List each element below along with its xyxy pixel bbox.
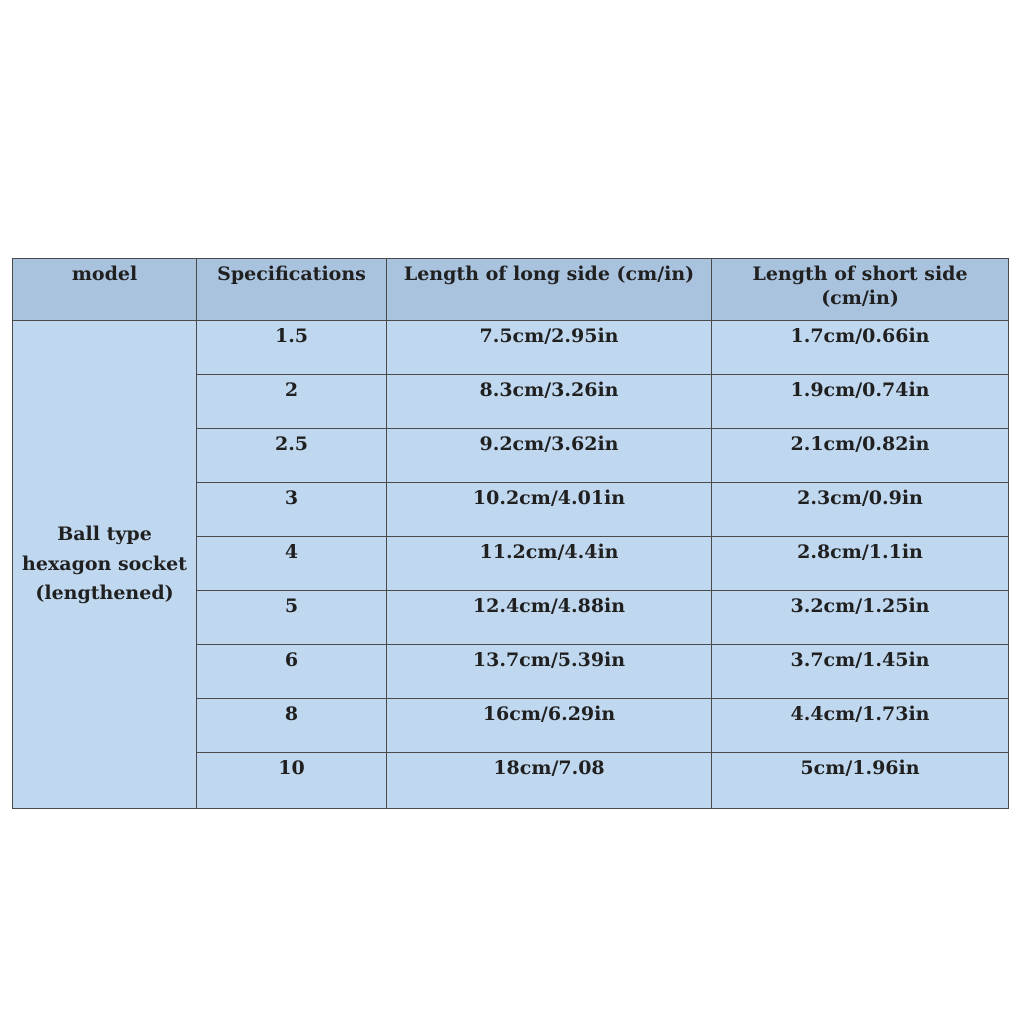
short-side-cell: 2.8cm/1.1in xyxy=(712,537,1009,591)
spec-cell: 3 xyxy=(197,483,387,537)
spec-cell: 6 xyxy=(197,645,387,699)
header-specifications: Specifications xyxy=(197,259,387,321)
header-model: model xyxy=(13,259,197,321)
short-side-cell: 4.4cm/1.73in xyxy=(712,699,1009,753)
long-side-cell: 13.7cm/5.39in xyxy=(387,645,712,699)
spec-cell: 4 xyxy=(197,537,387,591)
model-line: Ball type xyxy=(57,523,152,546)
model-cell xyxy=(13,321,197,809)
short-side-cell: 2.3cm/0.9in xyxy=(712,483,1009,537)
short-side-cell: 3.7cm/1.45in xyxy=(712,645,1009,699)
header-row xyxy=(13,259,1009,321)
long-side-cell: 16cm/6.29in xyxy=(387,699,712,753)
header-short-side: Length of short side (cm/in) xyxy=(712,259,1009,321)
short-side-cell: 1.7cm/0.66in xyxy=(712,321,1009,375)
short-side-cell: 2.1cm/0.82in xyxy=(712,429,1009,483)
long-side-cell: 11.2cm/4.4in xyxy=(387,537,712,591)
long-side-cell: 9.2cm/3.62in xyxy=(387,429,712,483)
spec-cell: 5 xyxy=(197,591,387,645)
spec-cell: 2 xyxy=(197,375,387,429)
table-row xyxy=(13,321,1009,375)
long-side-cell: 7.5cm/2.95in xyxy=(387,321,712,375)
long-side-cell: 18cm/7.08 xyxy=(387,753,712,809)
short-side-cell: 5cm/1.96in xyxy=(712,753,1009,809)
spec-table xyxy=(12,258,1009,809)
model-line: (lengthened) xyxy=(35,582,174,605)
short-side-cell: 1.9cm/0.74in xyxy=(712,375,1009,429)
spec-cell: 1.5 xyxy=(197,321,387,375)
long-side-cell: 10.2cm/4.01in xyxy=(387,483,712,537)
spec-cell: 10 xyxy=(197,753,387,809)
short-side-cell: 3.2cm/1.25in xyxy=(712,591,1009,645)
model-line: hexagon socket xyxy=(22,552,187,575)
long-side-cell: 12.4cm/4.88in xyxy=(387,591,712,645)
header-long-side: Length of long side (cm/in) xyxy=(387,259,712,321)
spec-cell: 8 xyxy=(197,699,387,753)
long-side-cell: 8.3cm/3.26in xyxy=(387,375,712,429)
spec-cell: 2.5 xyxy=(197,429,387,483)
